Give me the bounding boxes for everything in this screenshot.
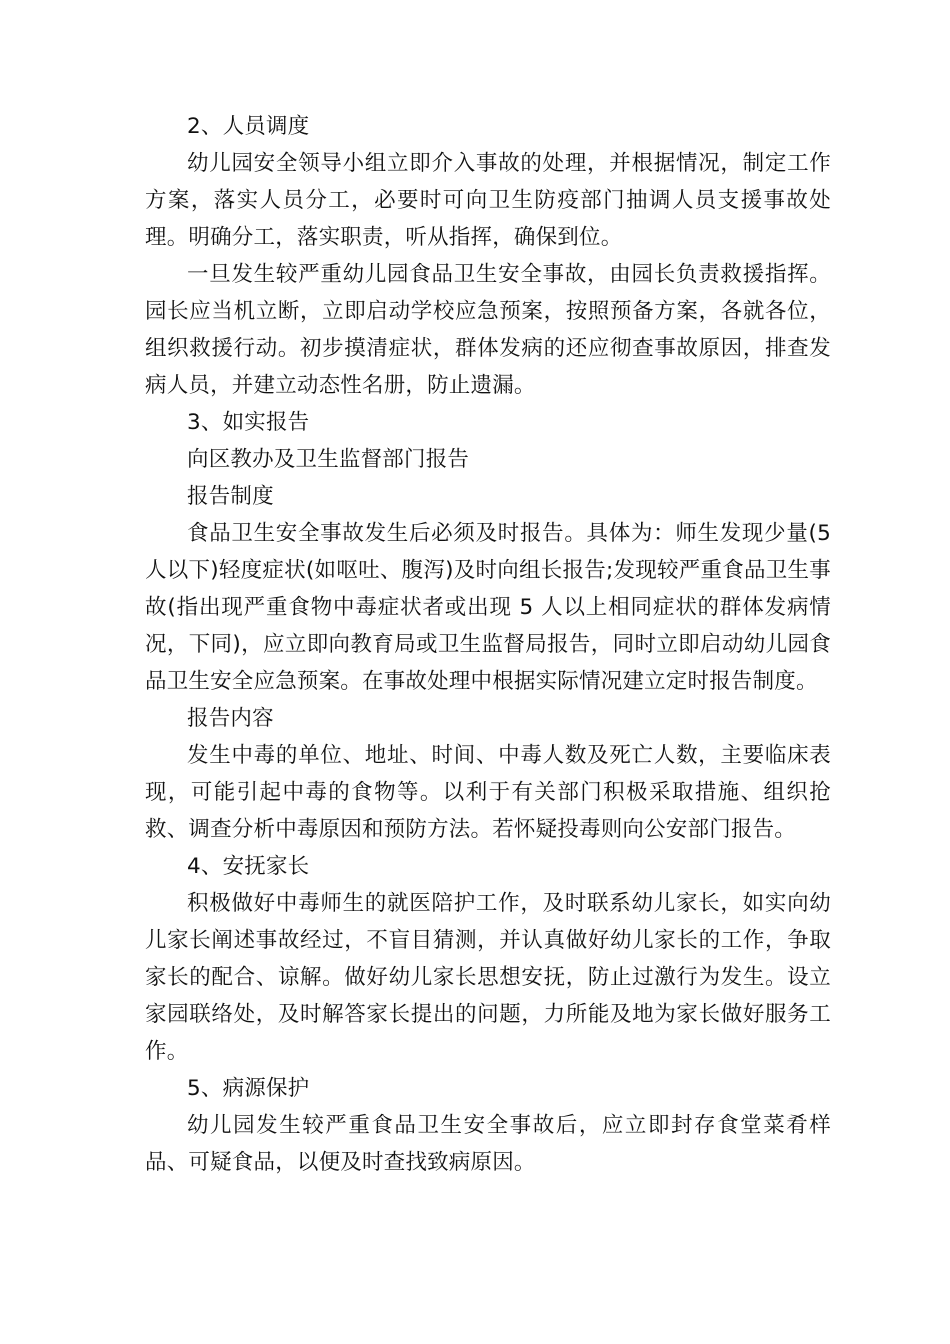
subheading-report-content: 报告内容 xyxy=(187,706,274,731)
paragraph-parents: 积极做好中毒师生的就医陪护工作，及时联系幼儿家长，如实向幼儿家长阐述事故经过，不盲目猜测，并认真做好幼儿家长的工作，争取家长的配合、谅解。做好幼儿家长思想安抚，防止过激行为发生。设立家园联络处，及时解答家长提出的问题，力所能及地为家长做好服务工作。 xyxy=(145,891,831,1064)
section-heading-personnel: 2、人员调度 xyxy=(187,114,310,139)
paragraph-director-command: 一旦发生较严重幼儿园食品卫生安全事故，由园长负责救援指挥。园长应当机立断，立即启动学校应急预案，按照预备方案，各就各位，组织救援行动。初步摸清症状，群体发病的还应彻查事故原因，排查发病人员，并建立动态性名册，防止遗漏。 xyxy=(145,262,831,398)
section-heading-parents: 4、安抚家长 xyxy=(187,854,310,879)
paragraph-report-content: 发生中毒的单位、地址、时间、中毒人数及死亡人数，主要临床表现，可能引起中毒的食物等。以利于有关部门积极采取措施、组织抢救、调查分析中毒原因和预防方法。若怀疑投毒则向公安部门报告。 xyxy=(145,743,831,842)
paragraph-pathogen: 幼儿园发生较严重食品卫生安全事故后，应立即封存食堂菜肴样品、可疑食品，以便及时查找致病原因。 xyxy=(145,1113,831,1175)
subheading-report-to-authorities: 向区教办及卫生监督部门报告 xyxy=(187,447,470,472)
document-body xyxy=(145,108,831,1181)
section-heading-pathogen: 5、病源保护 xyxy=(187,1076,310,1101)
paragraph-leadership-group: 幼儿园安全领导小组立即介入事故的处理，并根据情况，制定工作方案，落实人员分工，必要时可向卫生防疫部门抽调人员支援事故处理。明确分工，落实职责，听从指挥，确保到位。 xyxy=(145,151,831,250)
section-heading-reporting: 3、如实报告 xyxy=(187,410,310,435)
subheading-report-system: 报告制度 xyxy=(187,484,274,509)
paragraph-report-system: 食品卫生安全事故发生后必须及时报告。具体为：师生发现少量(5 人以下)轻度症状(如呕吐、腹泻)及时向组长报告;发现较严重食品卫生事故(指出现严重食物中毒症状者或出现 5 人以上相同症状的群体发病情况，下同)，应立即向教育局或卫生监督局报告，同时立即启动幼儿园食品卫生安全应急预案。在事故处理中根据实际情况建立定时报告制度。 xyxy=(145,521,831,694)
